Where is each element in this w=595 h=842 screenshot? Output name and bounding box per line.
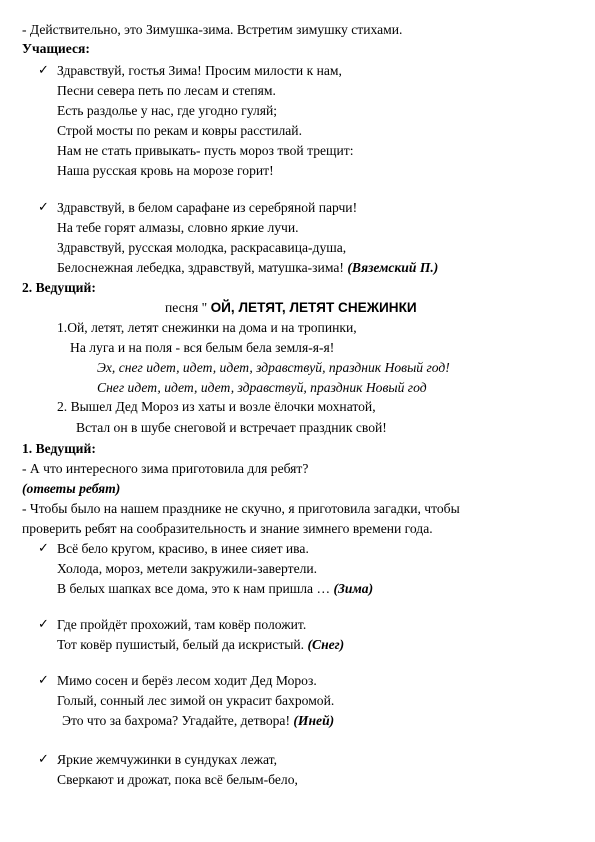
- song-title-line: песня " ОЙ, ЛЕТЯТ, ЛЕТЯТ СНЕЖИНКИ: [165, 300, 417, 315]
- song-refrain: Снег идет, идет, идет, здравствуй, праздник Новый год: [97, 380, 427, 395]
- riddle2-answer: (Снег): [307, 637, 345, 652]
- poem1-line: Есть раздолье у нас, где угодно гуляй;: [57, 103, 278, 118]
- poem1-line: Нам не стать привыкать- пусть мороз твой трещит:: [57, 143, 354, 158]
- poem1-line: Строй мосты по рекам и ковры расстилай.: [57, 123, 302, 138]
- poem1-line: Наша русская кровь на морозе горит!: [57, 163, 274, 178]
- poem2-line: Здравствуй, русская молодка, раскрасавица-душа,: [57, 240, 347, 255]
- check-mark-icon: ✓: [38, 200, 49, 215]
- answers-note: (ответы ребят): [22, 481, 121, 496]
- poem2-author: (Вяземский П.): [347, 260, 439, 275]
- check-mark-icon: ✓: [38, 752, 49, 767]
- check-mark-icon: ✓: [38, 673, 49, 688]
- riddle2-line: Где пройдёт прохожий, там ковёр положит.: [57, 617, 307, 632]
- riddle1-line: Холода, мороз, метели закружили-завертели.: [57, 561, 318, 576]
- leader2-heading: 2. Ведущий:: [22, 280, 96, 295]
- song-title: ОЙ, ЛЕТЯТ, ЛЕТЯТ СНЕЖИНКИ: [210, 300, 417, 315]
- poem2-line: Здравствуй, в белом сарафане из серебряной парчи!: [57, 200, 358, 215]
- song-line: На луга и на поля - вся белым бела земля-я-я!: [70, 340, 335, 355]
- question-line: проверить ребят на сообразительность и знание зимнего времени года.: [22, 521, 433, 536]
- intro-line: - Действительно, это Зимушка-зима. Встретим зимушку стихами.: [22, 22, 403, 37]
- riddle3-line: Голый, сонный лес зимой он украсит бахромой.: [57, 693, 335, 708]
- riddle1-answer: (Зима): [333, 581, 374, 596]
- riddle3-answer: (Иней): [293, 713, 335, 728]
- poem2-line: На тебе горят алмазы, словно яркие лучи.: [57, 220, 299, 235]
- song-line: 1.Ой, летят, летят снежинки на дома и на тропинки,: [57, 320, 357, 335]
- leader1-heading: 1. Ведущий:: [22, 441, 96, 456]
- check-mark-icon: ✓: [38, 617, 49, 632]
- riddle4-line: Сверкают и дрожат, пока всё белым-бело,: [57, 772, 298, 787]
- riddle4-line: Яркие жемчужинки в сундуках лежат,: [57, 752, 277, 767]
- riddle3-line: Это что за бахрома? Угадайте, детвора! (Иней): [62, 713, 335, 728]
- poem2-line: Белоснежная лебедка, здравствуй, матушка-зима! (Вяземский П.): [57, 260, 439, 275]
- students-heading: Учащиеся:: [22, 41, 90, 56]
- question-line: - А что интересного зима приготовила для ребят?: [22, 461, 309, 476]
- song-line: Встал он в шубе снеговой и встречает праздник свой!: [76, 420, 387, 435]
- song-refrain: Эх, снег идет, идет, идет, здравствуй, праздник Новый год!: [97, 360, 450, 375]
- check-mark-icon: ✓: [38, 541, 49, 556]
- song-line: 2. Вышел Дед Мороз из хаты и возле ёлочки мохнатой,: [57, 399, 376, 414]
- riddle1-line: В белых шапках все дома, это к нам пришла … (Зима): [57, 581, 374, 596]
- poem1-line: Здравствуй, гостья Зима! Просим милости к нам,: [57, 63, 342, 78]
- riddle2-line: Тот ковёр пушистый, белый да искристый. (Снег): [57, 637, 345, 652]
- poem1-line: Песни севера петь по лесам и степям.: [57, 83, 276, 98]
- riddle3-line: Мимо сосен и берёз лесом ходит Дед Мороз.: [57, 673, 317, 688]
- riddle1-line: Всё бело кругом, красиво, в инее сияет ива.: [57, 541, 309, 556]
- check-mark-icon: ✓: [38, 63, 49, 78]
- question-line: - Чтобы было на нашем празднике не скучно, я приготовила загадки, чтобы: [22, 501, 460, 516]
